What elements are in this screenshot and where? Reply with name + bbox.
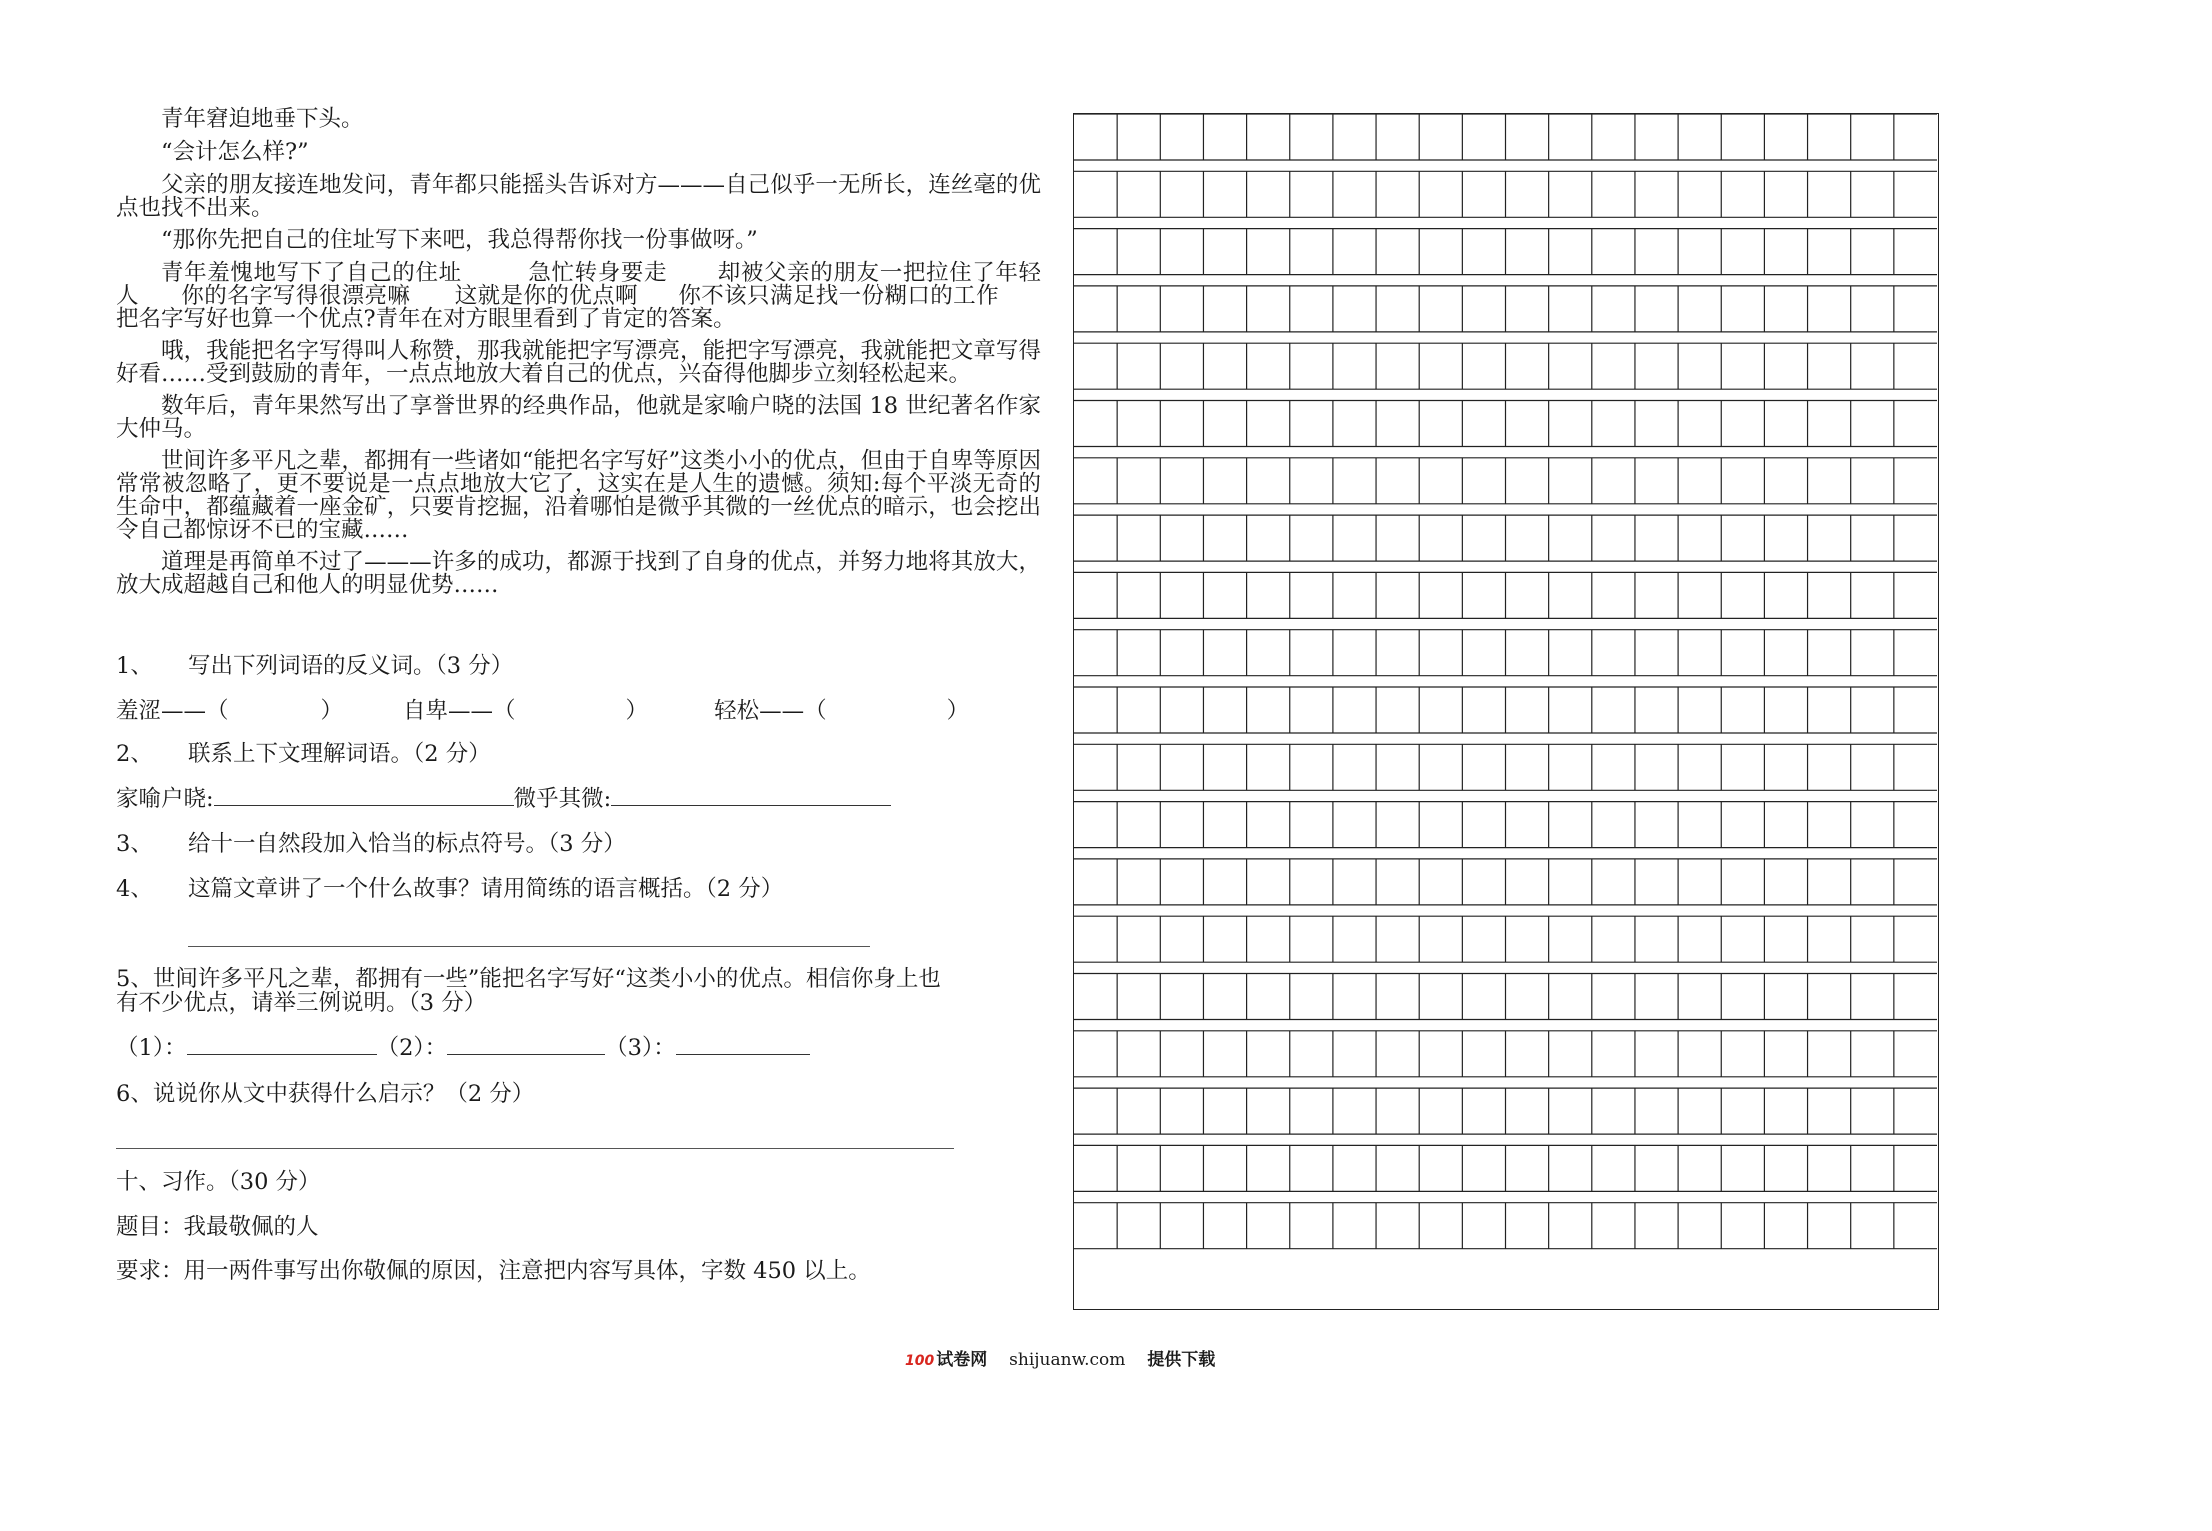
question-5-line-2: 有不少优点，请举三例说明。（3 分） [116, 990, 487, 1016]
essay-title: 题目：我最敬佩的人 [116, 1214, 319, 1240]
answer-line[interactable] [116, 1148, 954, 1149]
answer-line[interactable] [188, 946, 870, 947]
answer-blank[interactable] [214, 787, 514, 806]
answer-blank[interactable] [676, 1036, 810, 1055]
paragraph: 父亲的朋友接连地发问，青年都只能摇头告诉对方———自己似乎一无所长，连丝毫的优点也找不出来。 [116, 172, 1041, 221]
answer-blank[interactable] [611, 787, 891, 806]
download-text: 提供下载 [1147, 1350, 1216, 1370]
question-3: 3、 给十一自然段加入恰当的标点符号。（3 分） [116, 831, 626, 857]
question-1: 1、 写出下列词语的反义词。（3 分） [116, 653, 514, 679]
paragraph: “会计怎么样?” [161, 139, 309, 165]
question-4: 4、 这篇文章讲了一个什么故事？请用简练的语言概括。（2 分） [116, 876, 784, 902]
essay-heading: 十、习作。（30 分） [116, 1169, 321, 1195]
writing-grid[interactable] [1073, 113, 1939, 1310]
paragraph: 数年后，青年果然写出了享誉世界的经典作品，他就是家喻户晓的法国 18 世纪著名作家大仲马。 [116, 393, 1041, 442]
example-items: （1）： （2）： （3）： [116, 1036, 810, 1060]
site-logo: 100 [905, 1353, 935, 1369]
answer-blank[interactable] [447, 1036, 605, 1055]
question-6: 6、说说你从文中获得什么启示？（2 分） [116, 1081, 535, 1107]
paragraph: 哦，我能把名字写得叫人称赞，那我就能把字写漂亮，能把字写漂亮，我就能把文章写得好看……受到鼓励的青年，一点点地放大着自己的优点，兴奋得他脚步立刻轻松起来。 [116, 338, 1041, 387]
paragraph: 世间许多平凡之辈，都拥有一些诸如“能把名字写好”这类小小的优点，但由于自卑等原因常常被忽略了，更不要说是一点点地放大它了，这实在是人生的遗憾。须知:每个平淡无奇的生命中，都蕴藏着一座金矿，只要肯挖掘，沿着哪怕是微乎其微的一丝优点的暗示，也会挖出令自己都惊讶不已的宝藏…… [116, 448, 1041, 543]
paragraph: 青年窘迫地垂下头。 [161, 106, 364, 132]
word-meaning-items: 家喻户晓: 微乎其微: [116, 787, 891, 811]
paragraph-missing-punctuation: 青年羞愧地写下了自己的住址 急忙转身要走 却被父亲的朋友一把拉住了年轻人 你的名字写得很漂亮嘛 这就是你的优点啊 你不该只满足找一份糊口的工作把名字写好也算一个优点?青年在对方眼里看到了肯定的答案。 [116, 260, 1041, 332]
answer-blank[interactable] [187, 1036, 377, 1055]
paragraph: 道理是再简单不过了———许多的成功，都源于找到了自身的优点，并努力地将其放大，放大成超越自己和他人的明显优势…… [116, 549, 1041, 598]
grid-lines [1074, 114, 1937, 1308]
antonym-items: 羞涩——（ ） 自卑——（ ） 轻松——（ ） [116, 698, 970, 724]
site-name: 试卷网 [936, 1350, 988, 1370]
paragraph: “那你先把自己的住址写下来吧，我总得帮你找一份事做呀。” [161, 227, 758, 253]
reading-passage [116, 108, 1041, 607]
essay-requirement: 要求：用一两件事写出你敬佩的原因，注意把内容写具体，字数 450 以上。 [116, 1258, 871, 1284]
footer [905, 1345, 1215, 1370]
question-5-line-1: 5、世间许多平凡之辈，都拥有一些”能把名字写好“这类小小的优点。相信你身上也 [116, 966, 941, 992]
site-url: shijuanw.com [1009, 1350, 1126, 1370]
question-2: 2、 联系上下文理解词语。（2 分） [116, 741, 491, 767]
